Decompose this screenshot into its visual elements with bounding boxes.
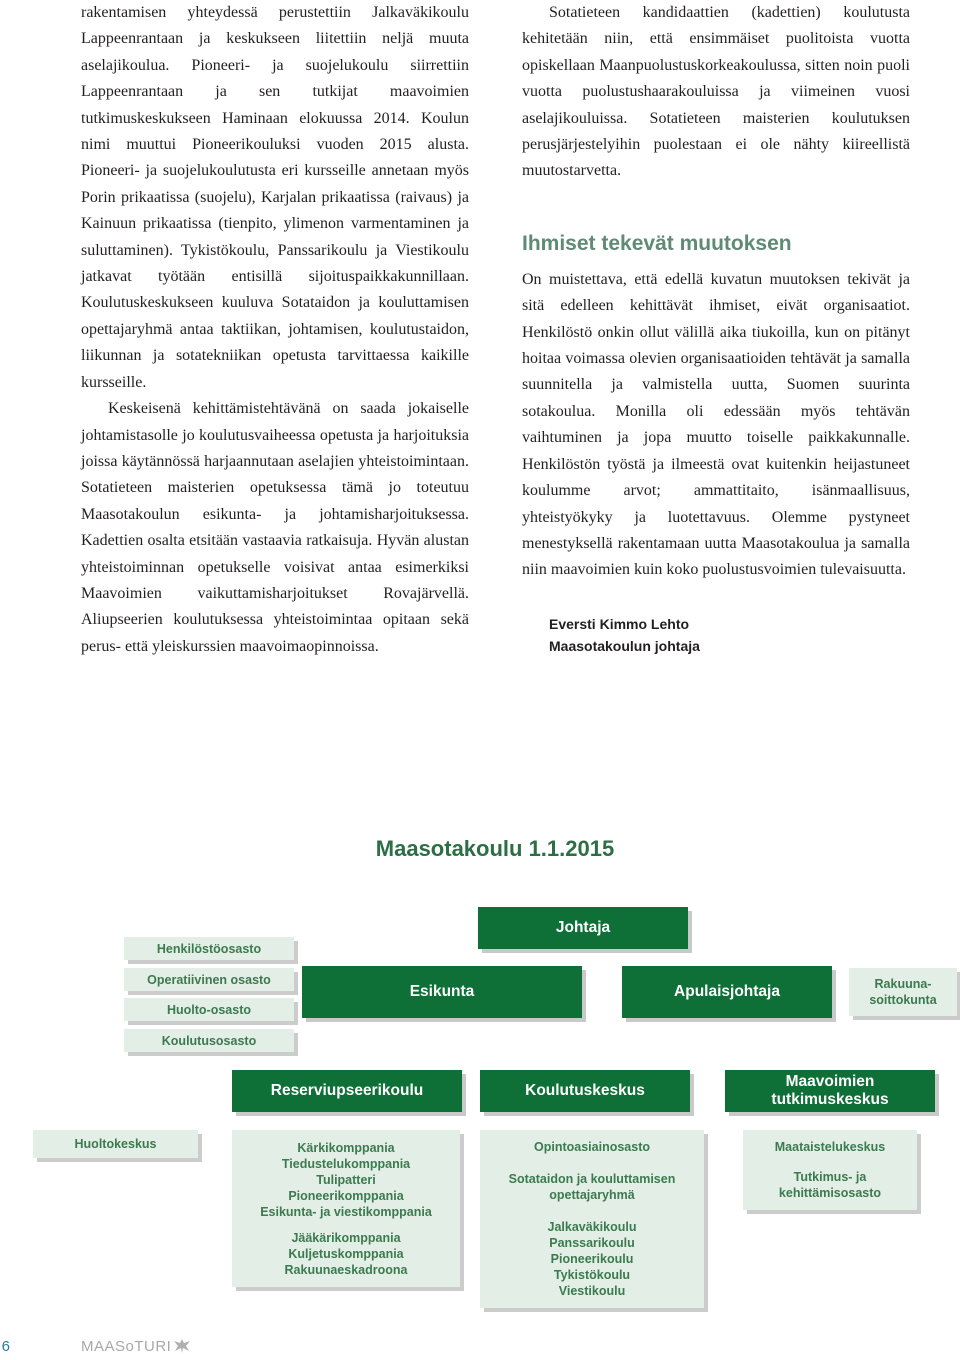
org-unit-label: Opintoasiainosasto	[534, 1140, 650, 1154]
org-box-label: Maavoimien	[785, 1073, 875, 1090]
org-unit-label: Tutkimus- ja	[793, 1170, 867, 1184]
org-unit-label: Esikunta- ja viestikomppania	[260, 1204, 432, 1219]
org-unit-label: Tiedustelukomppania	[281, 1156, 411, 1171]
org-unit-label: Kuljetuskomppania	[288, 1246, 404, 1261]
org-box-label: Henkilöstöosasto	[156, 941, 262, 956]
org-unit-label: Jääkärikomppania	[291, 1230, 401, 1245]
org-box-huolto-osasto	[124, 998, 294, 1021]
org-box-label: Rakuuna-	[874, 977, 932, 991]
left-column	[81, 0, 469, 660]
signature-title: Maasotakoulun johtaja	[549, 638, 700, 655]
org-box-label: Koulutusosasto	[161, 1033, 257, 1048]
org-box-koulutuskeskus-units	[480, 1130, 704, 1308]
org-unit-label: Pioneerikomppania	[288, 1188, 404, 1203]
org-box-apulaisjohtaja	[622, 966, 832, 1018]
org-box-koulutuskeskus	[480, 1070, 690, 1112]
org-unit-label: kehittämisosasto	[778, 1186, 882, 1200]
org-box-label: Huolto-osasto	[166, 1002, 252, 1017]
org-unit-list	[775, 1139, 885, 1201]
org-chart-title: Maasotakoulu 1.1.2015	[375, 836, 615, 861]
body-paragraph: Keskeisenä kehittämistehtävänä on saada jokaiselle johtamistasolle jo koulutusvaiheessa opetusta ja harjoituksia joissa käytännössä harjaannutaan aselajien yhteistoimintaan. Sotatieteen maisterien opetuksessa tämä jo toteutuu Maasotakoulun esikunta- ja johtamisharjoituksessa. Kadettien osalta etsitään vastaavia ratkaisuja. Hyvän alustan yhteistoiminnan opetukselle voisivat antaa esimerkiksi Maavoimien vaikuttamisharjoitukset Rovajärvellä. Aliupseerien koulutuksessa yhteistoimintaa opitaan sekä perus- että yleiskurssien maavoimaopinnoissa.	[81, 400, 469, 655]
org-box-label: Huoltokeskus	[74, 1137, 157, 1151]
page-number: 6	[1, 1338, 10, 1355]
org-unit-label: Sotataidon ja kouluttamisen	[508, 1172, 676, 1186]
org-box-label: Esikunta	[409, 983, 475, 1000]
org-box-johtaja	[478, 907, 688, 949]
org-unit-list	[509, 1139, 676, 1299]
magazine-name: MAASoTURI	[81, 1338, 172, 1355]
org-box-mtk-units	[743, 1130, 917, 1210]
body-paragraph: rakentamisen yhteydessä perustettiin Jalkaväkikoulu Lappeenrantaan ja keskukseen liitettiin neljä muuta aselajikoulua. Pioneeri- ja suojelukoulu siirrettiin Lappeenrantaan ja sen tutkijat maavoimien tutkimuskeskukseen Haminaan elokuussa 2014. Koulun nimi muuttui Pioneerikouluksi vuoden 2015 alusta. Pioneeri- ja suojelukoulutusta eri kursseille annetaan myös Porin prikaatissa (suojelu), Karjalan prikaatissa (raivaus) ja Kainuun prikaatissa (tienpito, ylimenon varmentaminen ja suluttaminen). Tykistökoulu, Panssarikoulu ja Viestikoulu jatkavat työtään entisillä sijoituspaikkakunnillaan. Koulutuskeskukseen kuuluva Sotataidon ja kouluttamisen opettajaryhmä antaa taktiikan, johtamisen, koulutustaidon, liikunnan ja sotatekniikan opetusta tarvittaessa kaikille kursseille.	[81, 4, 469, 391]
org-box-esikunta	[302, 966, 582, 1018]
org-box-henkilostoosasto	[124, 937, 294, 960]
org-unit-label: Rakuunaeskadroona	[284, 1262, 408, 1277]
eagle-emblem-icon	[172, 1337, 192, 1360]
org-unit-label: opettajaryhmä	[549, 1188, 635, 1202]
org-unit-label: Tulipatteri	[316, 1172, 376, 1187]
org-unit-label: Kärkikomppania	[297, 1140, 395, 1155]
org-box-label: Reserviupseerikoulu	[270, 1082, 424, 1099]
org-box-operatiivinen-osasto	[124, 968, 294, 991]
org-box-rakuunasoittokunta	[849, 968, 957, 1016]
org-box-label: Operatiivinen osasto	[147, 972, 271, 987]
signature-name: Eversti Kimmo Lehto	[549, 615, 690, 632]
org-box-huoltokeskus	[33, 1130, 198, 1158]
org-box-label: tutkimuskeskus	[771, 1091, 889, 1108]
org-unit-list	[260, 1140, 432, 1278]
org-box-label: soittokunta	[869, 993, 937, 1007]
org-box-label: Koulutuskeskus	[525, 1082, 645, 1099]
org-unit-label: Panssarikoulu	[549, 1236, 635, 1250]
org-unit-label: Viestikoulu	[558, 1284, 626, 1298]
org-box-reserviupseerikoulu	[232, 1070, 462, 1112]
org-box-ruk-units	[232, 1130, 460, 1287]
org-box-maavoimien-tutkimuskeskus	[725, 1070, 935, 1112]
section-heading: Ihmiset tekevät muutoksen	[522, 231, 792, 255]
org-box-label: Johtaja	[555, 919, 611, 936]
org-box-label: Apulaisjohtaja	[674, 983, 780, 1000]
body-paragraph: Sotatieteen kandidaattien (kadettien) koulutusta kehitetään niin, että ensimmäiset puolitoista vuotta opiskellaan Maanpuolustuskorkeakoulussa, sitten noin puoli vuotta puolustushaarakouluissa ja viimeinen vuosi aselajikouluissa. Sotatieteen maisterien koulutuksen perusjärjestelyihin puolestaan ei ole nähty kiireellistä muutostarvetta.	[522, 4, 910, 180]
org-unit-label: Pioneerikoulu	[550, 1252, 634, 1266]
org-unit-label: Jalkaväkikoulu	[547, 1220, 637, 1234]
org-unit-label: Maataistelukeskus	[774, 1140, 886, 1154]
org-box-koulutusosasto	[124, 1029, 294, 1052]
signature	[549, 613, 910, 658]
org-unit-label: Tykistökoulu	[553, 1268, 631, 1282]
body-paragraph: On muistettava, että edellä kuvatun muutoksen tekivät ja sitä edelleen kehittävät ihmiset, eivät organisaatiot. Henkilöstö onkin ollut välillä aika tiukoilla, kun on pitänyt hoitaa voimassa olevien organisaatioiden tehtävät ja samalla suunnitella ja valmistella uutta, Suomen suurinta sotakoulua. Monilla oli edessään myös tehtävän vaihtuminen ja jopa muutto toiselle paikkakunnalle. Henkilöstön työstä ja ilmeestä ovat kuitenkin heijastuneet koulumme arvot; ammattitaito, isänmaallisuus, yhteistyökyky ja luotettavuus. Olemme pystyneet menestyksellä rakentamaan uutta Maasotakoulua ja samalla niin maavoimien kuin koko puolustusvoimien tulevaisuutta.	[522, 270, 910, 579]
right-column	[522, 0, 910, 658]
